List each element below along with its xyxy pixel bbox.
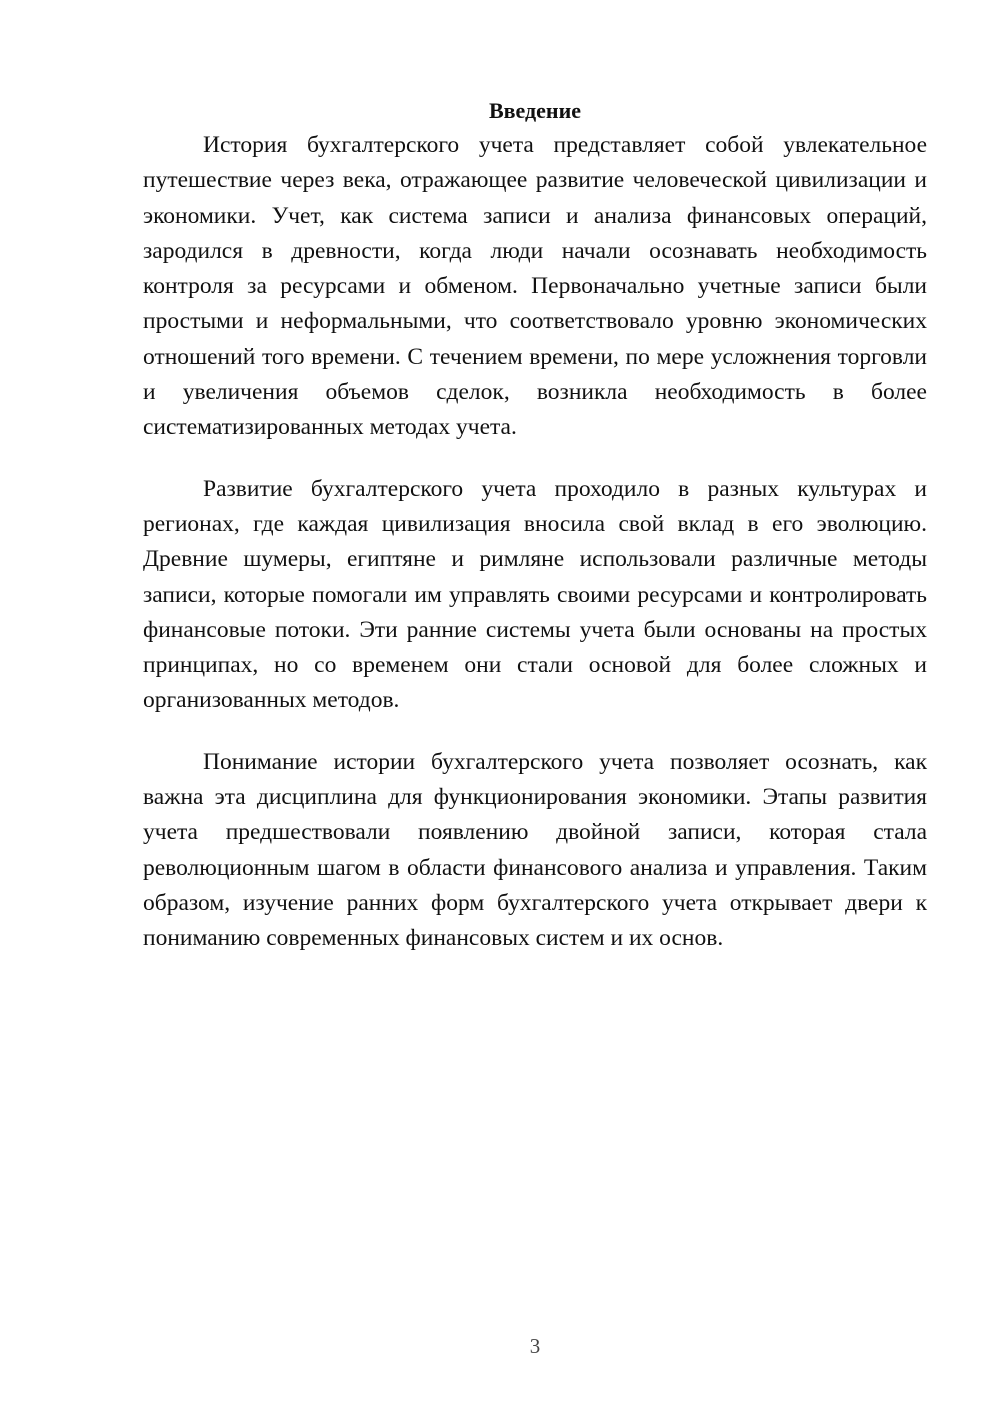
paragraph-3: Понимание истории бухгалтерского учета позволяет осознать, как важна эта дисциплина для функционирования экономики. Этапы развития учета предшествовали появлению двойной записи, которая стала революционным шагом в области финансового анализа и управления. Таким образом, изучение ранних форм бухгалтерского учета открывает двери к пониманию современных финансовых систем и их основ. — [143, 748, 927, 952]
paragraph-2: Развитие бухгалтерского учета проходило в разных культурах и регионах, где каждая цивилизация вносила свой вклад в его эволюцию. Древние шумеры, египтяне и римляне использовали различные методы записи, которые помогали им управлять своими ресурсами и контролировать финансовые потоки. Эти ранние системы учета были основаны на простых принципах, но со временем они стали основой для более сложных и организованных методов. — [143, 475, 927, 714]
document-body — [143, 96, 927, 983]
section-title: Введение — [488, 98, 582, 123]
page-number: 3 — [529, 1334, 541, 1358]
paragraph-1: История бухгалтерского учета представляет собой увлекательное путешествие через века, отражающее развитие человеческой цивилизации и экономики. Учет, как система записи и анализа финансовых операций, зародился в древности, когда люди начали осознавать необходимость контроля за ресурсами и обменом. Первоначально учетные записи были простыми и неформальными, что соответствовало уровню экономических отношений того времени. С течением времени, по мере усложнения торговли и увеличения объемов сделок, возникла необходимость в более систематизированных методах учета. — [143, 132, 927, 441]
